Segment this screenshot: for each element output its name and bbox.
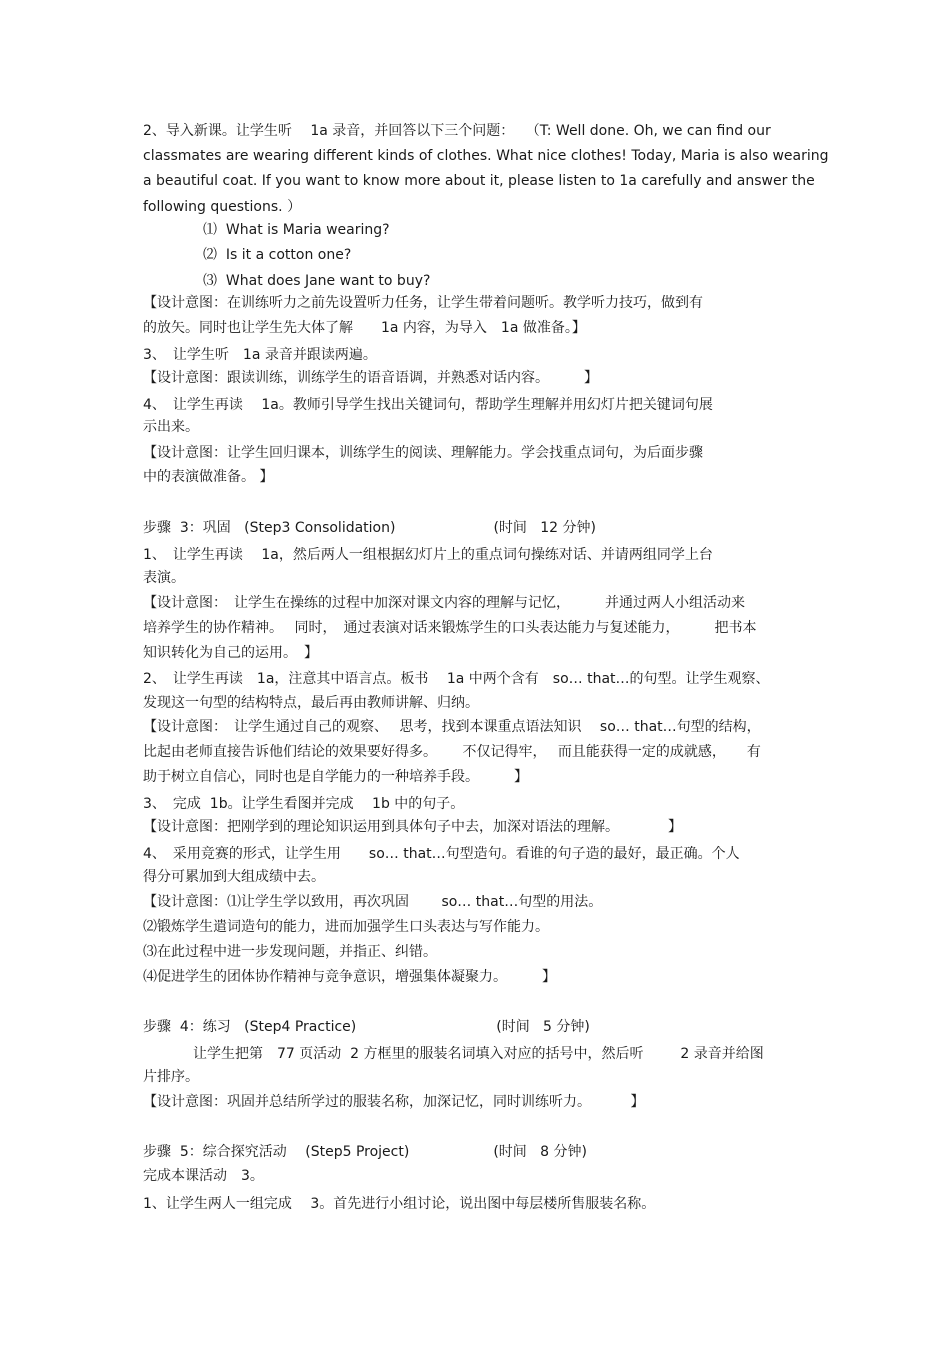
step3-heading: 步骤 3：巩固 (Step3 Consolidation) (时间 12 分钟) (143, 520, 596, 536)
design-intent-line: ⑷促进学生的团体协作精神与竞争意识，增强集体凝聚力。 】 (143, 969, 556, 985)
step5-item-1: 1、让学生两人一组完成 3。首先进行小组讨论，说出图中每层楼所售服装名称。 (143, 1196, 656, 1212)
step3-item-3: 3、 完成 1b。让学生看图并完成 1b 中的句子。 (143, 796, 465, 812)
design-intent-line: 【设计意图： 让学生在操练的过程中加深对课文内容的理解与记忆， 并通过两人小组活动来 (143, 595, 745, 611)
design-intent-line: 【设计意图：在训练听力之前先设置听力任务，让学生带着问题听。教学听力技巧，做到有 (143, 295, 703, 311)
design-intent-line: ⑶在此过程中进一步发现问题，并指正、纠错。 (143, 944, 437, 960)
step3-item-1-cont: 表演。 (143, 570, 185, 586)
design-intent-line: 培养学生的协作精神。 同时， 通过表演对话来锻炼学生的口头表达能力与复述能力， 把书本 (143, 620, 757, 636)
step4-heading: 步骤 4：练习 (Step4 Practice) (时间 5 分钟) (143, 1019, 590, 1035)
step2-intro-line-3: a beautiful coat. If you want to know more about it, please listen to 1a carefully and answer the (143, 173, 815, 189)
step3-item-2-cont: 发现这一句型的结构特点，最后再由教师讲解、归纳。 (143, 695, 479, 711)
step4-item: 让学生把第 77 页活动 2 方框里的服装名词填入对应的括号中，然后听 2 录音并给图 (193, 1046, 764, 1062)
design-intent-line: 【设计意图： 让学生通过自己的观察、 思考，找到本课重点语法知识 so… that…句型的结构， (143, 719, 761, 735)
question-1: ⑴ What is Maria wearing? (203, 222, 390, 238)
design-intent-line: 【设计意图：巩固并总结所学过的服装名称，加深记忆，同时训练听力。 】 (143, 1094, 645, 1110)
step5-heading: 步骤 5：综合探究活动 (Step5 Project) (时间 8 分钟) (143, 1144, 587, 1160)
design-intent-line: 的放矢。同时也让学生先大体了解 1a 内容，为导入 1a 做准备。】 (143, 320, 586, 336)
design-intent-line: 知识转化为自己的运用。 】 (143, 645, 318, 661)
step3-item-1: 1、 让学生再读 1a，然后两人一组根据幻灯片上的重点词句操练对话、并请两组同学上台 (143, 547, 713, 563)
design-intent-line: 中的表演做准备。 】 (143, 469, 274, 485)
step5-subheading: 完成本课活动 3。 (143, 1168, 264, 1184)
step2-intro-line-1: 2、导入新课。让学生听 1a 录音，并回答以下三个问题： （T: Well done. Oh, we can find our (143, 123, 771, 139)
step2-intro-line-4: following questions. ） (143, 199, 302, 215)
step4-item-cont: 片排序。 (143, 1069, 199, 1085)
design-intent-line: 【设计意图：把刚学到的理论知识运用到具体句子中去，加深对语法的理解。 】 (143, 819, 682, 835)
step3-item-4: 4、 采用竞赛的形式，让学生用 so… that…句型造句。看谁的句子造的最好，最正确。个人 (143, 846, 740, 862)
step-item-4: 4、 让学生再读 1a。教师引导学生找出关键词句，帮助学生理解并用幻灯片把关键词句展 (143, 397, 713, 413)
step-item-4-cont: 示出来。 (143, 419, 199, 435)
step2-intro-line-2: classmates are wearing different kinds of clothes. What nice clothes! Today, Maria is also wearing (143, 148, 829, 164)
step3-item-4-cont: 得分可累加到大组成绩中去。 (143, 869, 325, 885)
question-2: ⑵ Is it a cotton one? (203, 247, 352, 263)
step3-item-2: 2、 让学生再读 1a，注意其中语言点。板书 1a 中两个含有 so… that…的句型。让学生观察、 (143, 671, 770, 687)
design-intent-line: 比起由老师直接告诉他们结论的效果要好得多。 不仅记得牢， 而且能获得一定的成就感， 有 (143, 744, 761, 760)
design-intent-line: 【设计意图：跟读训练，训练学生的语音语调，并熟悉对话内容。 】 (143, 370, 598, 386)
design-intent-line: ⑵锻炼学生遣词造句的能力，进而加强学生口头表达与写作能力。 (143, 919, 549, 935)
design-intent-line: 助于树立自信心，同时也是自学能力的一种培养手段。 】 (143, 769, 528, 785)
question-3: ⑶ What does Jane want to buy? (203, 273, 431, 289)
design-intent-line: 【设计意图：⑴让学生学以致用，再次巩固 so… that…句型的用法。 (143, 894, 603, 910)
step-item-3: 3、 让学生听 1a 录音并跟读两遍。 (143, 347, 377, 363)
design-intent-line: 【设计意图：让学生回归课本，训练学生的阅读、理解能力。学会找重点词句，为后面步骤 (143, 445, 703, 461)
